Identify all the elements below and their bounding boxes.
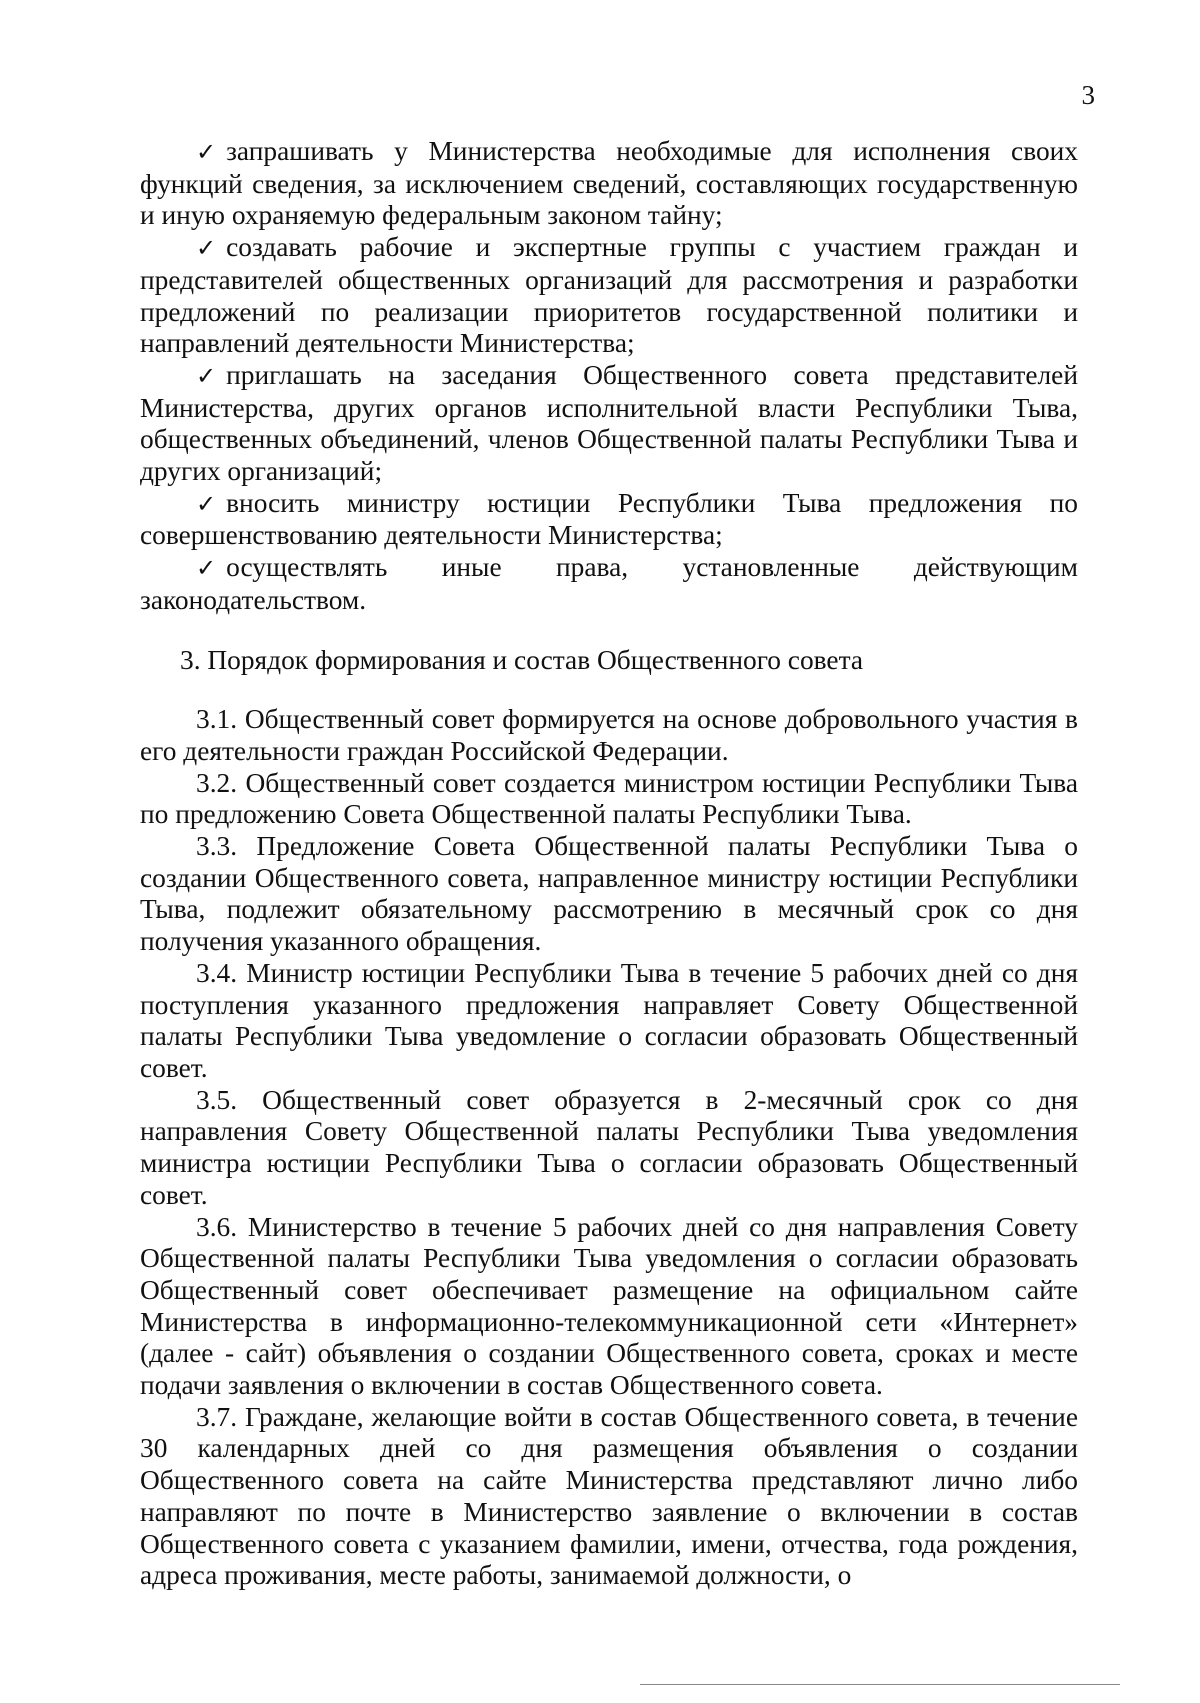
clause-paragraph: 3.6. Министерство в течение 5 рабочих дней со дня направления Совету Общественной палаты Республики Тыва уведомления о согласии образовать Общественный совет обеспечивает размещение на официальном сайте Министерства в информационно-телекоммуникационной сети «Интернет» (далее - сайт) объявления о создании Общественного совета, сроках и месте подачи заявления о включении в состав Общественного совета. [140, 1211, 1078, 1401]
right-item [140, 360, 1078, 488]
clause-paragraph: 3.1. Общественный совет формируется на основе добровольного участия в его деятельности граждан Российской Федерации. [140, 704, 1078, 766]
right-item [140, 232, 1078, 360]
check-mark-icon: ✓ [196, 554, 217, 583]
right-item-text: запрашивать у Министерства необходимые для исполнения своих функций сведения, за исключением сведений, составляющих государственную и иную охраняемую федеральным законом тайну; [140, 136, 1078, 231]
right-item [140, 488, 1078, 552]
check-mark-icon: ✓ [196, 138, 217, 166]
right-item-text: вносить министру юстиции Республики Тыва предложения по совершенствованию деятельности Министерства; [140, 487, 1078, 551]
page-number: 3 [1081, 80, 1095, 110]
check-mark-icon: ✓ [196, 361, 217, 390]
clause-paragraph: 3.5. Общественный совет образуется в 2-месячный срок со дня направления Совету Общественной палаты Республики Тыва уведомления министра юстиции Республики Тыва о согласии образовать Общественный совет. [140, 1084, 1078, 1210]
clause-paragraph: 3.4. Министр юстиции Республики Тыва в течение 5 рабочих дней со дня поступления указанного предложения направляет Совету Общественной палаты Республики Тыва уведомление о согласии образовать Общественный совет. [140, 957, 1078, 1083]
check-mark-icon: ✓ [196, 489, 217, 518]
page-bottom-rule [640, 1684, 1120, 1685]
document-body [140, 136, 1078, 1592]
right-item-text: создавать рабочие и экспертные группы с участием граждан и представителей общественных организаций для рассмотрения и разработки предложений по реализации приоритетов государственной политики и направлений деятельности Министерства; [140, 232, 1078, 359]
clause-paragraph: 3.7. Граждане, желающие войти в состав Общественного совета, в течение 30 календарных дней со дня размещения объявления о создании Общественного совета на сайте Министерства представляют лично либо направляют по почте в Министерство заявление о включении в состав Общественного совета с указанием фамилии, имени, отчества, года рождения, адреса проживания, месте работы, занимаемой должности, о [140, 1401, 1078, 1591]
right-item-text: приглашать на заседания Общественного совета представителей Министерства, других органов исполнительной власти Республики Тыва, общественных объединений, членов Общественной палаты Республики Тыва и других организаций; [140, 359, 1078, 487]
check-mark-icon: ✓ [196, 234, 217, 263]
right-item [140, 136, 1078, 232]
clause-paragraph: 3.3. Предложение Совета Общественной палаты Республики Тыва о создании Общественного совета, направленное министру юстиции Республики Тыва, подлежит обязательному рассмотрению в месячный срок со дня получения указанного обращения. [140, 831, 1078, 957]
section-heading: 3. Порядок формирования и состав Общественного совета [180, 644, 864, 675]
right-item-text: осуществлять иные права, установленные действующим законодательством. [140, 552, 1078, 615]
clause-paragraph: 3.2. Общественный совет создается министром юстиции Республики Тыва по предложению Совета Общественной палаты Республики Тыва. [140, 767, 1078, 830]
right-item [140, 552, 1078, 616]
